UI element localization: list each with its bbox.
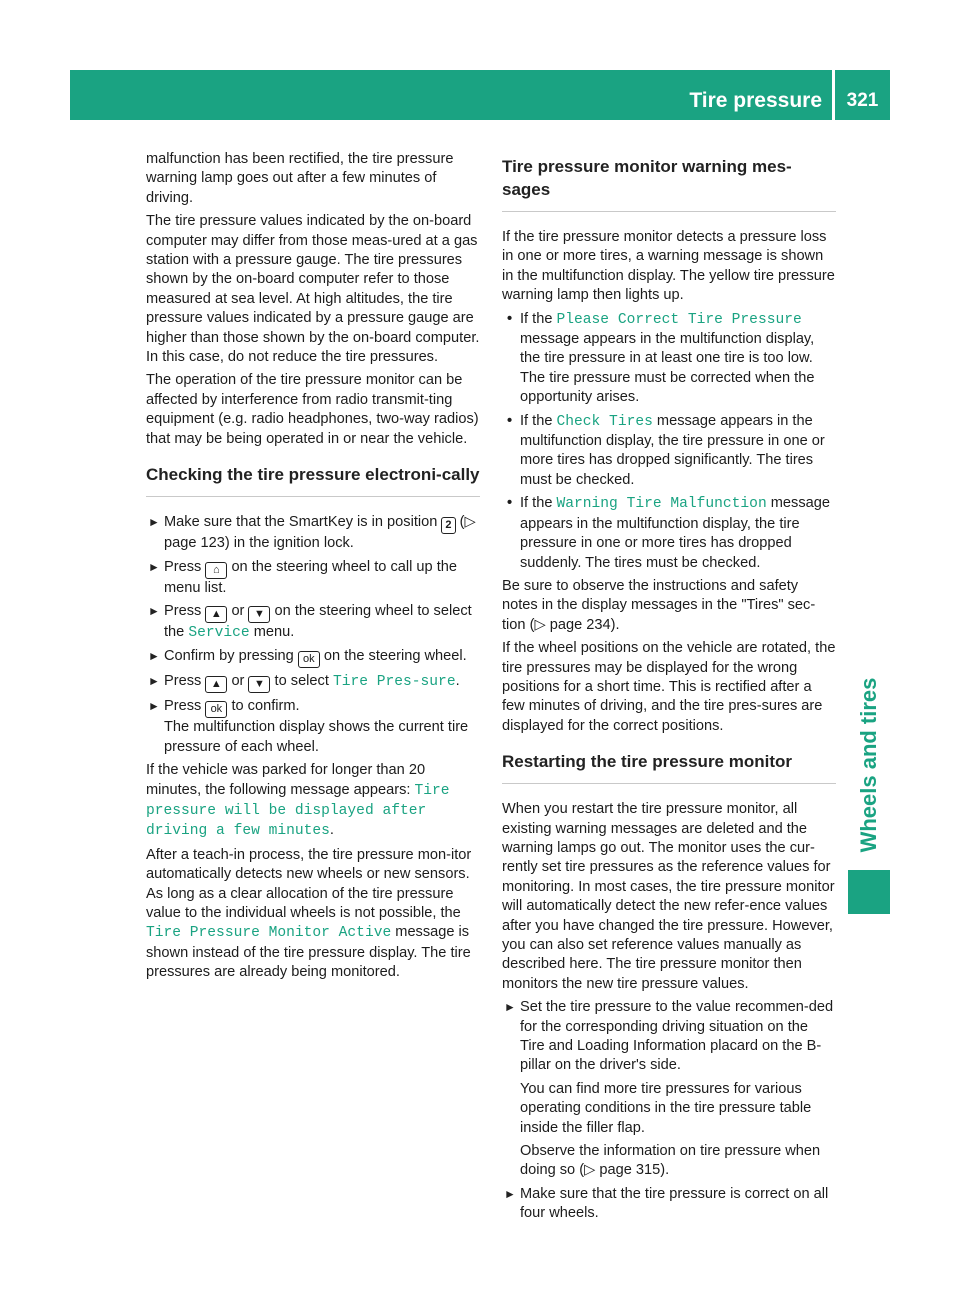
display-message: Please Correct Tire Pressure xyxy=(556,311,802,328)
paragraph: The operation of the tire pressure monitor can be affected by interference from radio transmit-ting equipment (e.g. radio headphones, two-way radios) that may be being operated in or near the vehicle. xyxy=(146,372,479,447)
step-note: Observe the information on tire pressure when doing so (▷ page 315). xyxy=(520,1143,821,1179)
left-column xyxy=(146,150,480,987)
display-message: Check Tires xyxy=(556,413,653,430)
display-message: Tire Pressure Monitor Active xyxy=(146,925,392,942)
arrow-right-icon: ► xyxy=(504,1000,516,1015)
section-heading: Checking the tire pressure electroni-cally xyxy=(146,463,480,497)
section-heading: Restarting the tire pressure monitor xyxy=(502,750,836,784)
arrow-right-icon: ► xyxy=(148,699,160,714)
bullet-dot-icon: • xyxy=(507,412,513,429)
ignition-position-icon: 2 xyxy=(441,517,455,534)
ok-key-icon: ok xyxy=(298,651,320,668)
list-item: • If the Warning Tire Malfunction message appears in the multifunction display, the tire pressure in one or more tires has dropped suddenly. The tires must be checked. xyxy=(507,495,830,571)
display-message: Warning Tire Malfunction xyxy=(556,496,767,513)
down-arrow-key-icon: ▼ xyxy=(248,676,270,693)
page-reference-icon: ▷ xyxy=(534,616,546,633)
bullet-dot-icon: • xyxy=(507,310,513,327)
down-arrow-key-icon: ▼ xyxy=(248,606,270,623)
home-key-icon: ⌂ xyxy=(205,562,227,579)
step-item: ► Confirm by pressing ok on the steering wheel. xyxy=(146,647,480,668)
up-arrow-key-icon: ▲ xyxy=(205,676,227,693)
page-reference-icon: ▷ xyxy=(464,514,476,531)
display-message: Tire pressure will be displayed after driving a few minutes xyxy=(146,782,450,840)
paragraph: The tire pressure values indicated by the on-board computer may differ from those meas-ured at a gas station with a pressure gauge. The tire pressures shown by the on-board computer refer to those measured at sea level. At high altitudes, the tire pressure values indicated by a pressure gauge are higher than those shown by the on-board computer. In this case, do not reduce the tire pressures. xyxy=(146,213,480,366)
arrow-right-icon: ► xyxy=(148,649,160,664)
list-item: • If the Please Correct Tire Pressure message appears in the multifunction display, the tire pressure in at least one tire is too low. The tire pressure must be corrected when the opportunity arises. xyxy=(507,310,815,406)
display-message: Tire Pres-sure xyxy=(332,674,456,691)
step-item: ► Press ok to confirm. The multifunction display shows the current tire pressure of each wheel. xyxy=(148,698,469,755)
paragraph: When you restart the tire pressure monitor, all existing warning messages are deleted and the warning lamps go out. The monitor uses the cur-rently set tire pressures as the reference values for monitoring. In most cases, the tire pressure monitor will automatically detect the new refer-ence values after you have changed the tire pressure. However, you can also set reference values manually as described here. The tire pressure monitor then monitors the new tire pressure values. xyxy=(502,801,835,992)
step-item: ► Make sure that the tire pressure is correct on all four wheels. xyxy=(504,1185,829,1222)
page-title: Tire pressure xyxy=(689,89,822,112)
paragraph: malfunction has been rectified, the tire pressure warning lamp goes out after a few minutes of driving. xyxy=(146,151,454,206)
side-tab xyxy=(848,660,890,870)
side-tab-marker xyxy=(848,870,890,914)
arrow-right-icon: ► xyxy=(148,559,160,574)
arrow-right-icon: ► xyxy=(148,674,160,689)
page-reference[interactable]: page 315 xyxy=(599,1162,661,1179)
step-item: ► Make sure that the SmartKey is in position 2 (▷ page 123) in the ignition lock. xyxy=(148,514,476,552)
step-item: ► Press ▲ or ▼ on the steering wheel to select the Service menu. xyxy=(148,602,472,641)
page-number: 321 xyxy=(846,90,879,111)
step-item: ► Set the tire pressure to the value recommen-ded for the corresponding driving situation on the Tire and Loading Information placard on the B-pillar on the driver's side. xyxy=(504,999,834,1074)
paragraph: If the tire pressure monitor detects a pressure loss in one or more tires, a warning message is shown in the multifunction display. The yellow tire pressure warning lamp then lights up. xyxy=(502,229,835,304)
arrow-right-icon: ► xyxy=(148,603,160,618)
arrow-right-icon: ► xyxy=(504,1186,516,1201)
step-item: ► Press ▲ or ▼ to select Tire Pres-sure. xyxy=(146,672,480,693)
paragraph: After a teach-in process, the tire pressure mon-itor automatically detects new wheels or new sensors. As long as a clear allocation of the tire pressure value to the individual wheels is not possible, the Tire Pressure Monitor Active message is shown instead of the tire pressure display. The tire pressures are already being monitored. xyxy=(146,846,472,981)
page-reference[interactable]: page 123 xyxy=(164,535,225,552)
paragraph: If the wheel positions on the vehicle are rotated, the tire pressures may be displayed for the wrong positions for a short time. This is rectified after a few minutes of driving, and the tire pres-sures are displayed for the correct positions. xyxy=(502,640,836,734)
page-reference[interactable]: page 234 xyxy=(549,616,611,633)
up-arrow-key-icon: ▲ xyxy=(205,606,227,623)
arrow-right-icon: ► xyxy=(148,515,160,530)
paragraph: If the vehicle was parked for longer than 20 minutes, the following message appears: Tire pressure will be displayed after driving a few minutes. xyxy=(146,762,450,840)
paragraph: Be sure to observe the instructions and safety notes in the display messages in the "Tires" sec-tion (▷ page 234). xyxy=(502,577,816,633)
page-reference-icon: ▷ xyxy=(584,1162,596,1179)
ok-key-icon: ok xyxy=(205,701,227,718)
side-tab-label: Wheels and tires xyxy=(856,677,881,853)
display-message: Service xyxy=(188,624,250,641)
step-item: ► Press ⌂ on the steering wheel to call up the menu list. xyxy=(148,558,457,596)
list-item: • If the Check Tires message appears in the multifunction display, the tire pressure in one or more tires has dropped significantly. The tires must be checked. xyxy=(507,412,825,488)
section-heading: Tire pressure monitor warning mes-sages xyxy=(502,155,836,212)
right-column xyxy=(502,155,836,1228)
bullet-dot-icon: • xyxy=(507,495,513,512)
step-note: You can find more tire pressures for various operating conditions in the tire pressure table inside the filler flap. xyxy=(520,1080,812,1136)
